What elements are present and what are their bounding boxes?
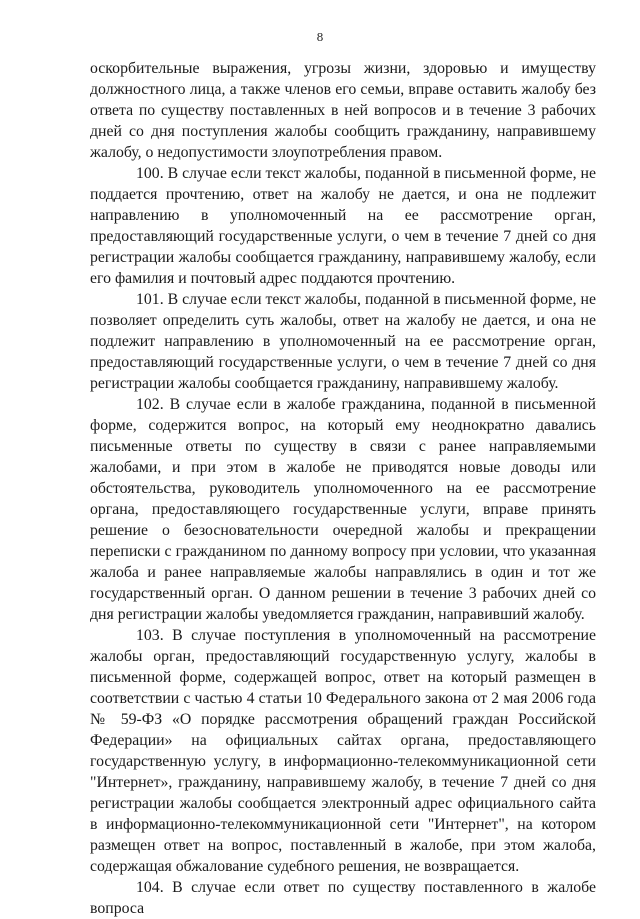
paragraph-100: 100. В случае если текст жалобы, поданной в письменной форме, не поддается прочтению, ответ на жалобу не дается, и она не подлежит направлению в уполномоченный на ее рассмотрение орган, предоставляющий государственные услуги, о чем в течение 7 дней со дня регистрации жалобы сообщается гражданину, направившему жалобу, если его фамилия и почтовый адрес поддаются прочтению.: [90, 165, 597, 287]
paragraph-continuation: оскорбительные выражения, угрозы жизни, здоровью и имуществу должностного лица, а также членов его семьи, вправе оставить жалобу без ответа по существу поставленных в ней вопросов и в течение 3 рабочих дней со дня поступления жалобы сообщить гражданину, направившему жалобу, о недопустимости злоупотребления правом.: [90, 60, 596, 161]
paragraph-104: 104. В случае если ответ по существу поставленного в жалобе вопроса: [90, 879, 596, 917]
paragraph-103: 103. В случае поступления в уполномоченный на рассмотрение жалобы орган, предоставляющий государственную услугу, жалобы в письменной форме, содержащей вопрос, ответ на который размещен в соответствии с частью 4 статьи 10 Федерального закона от 2 мая 2006 года № 59-ФЗ «О порядке рассмотрения обращений граждан Российской Федерации» на официальных сайтах органа, предоставляющего государственную услугу, в информационно-телекоммуникационной сети "Интернет», гражданину, направившему жалобу, в течение 7 дней со дня регистрации жалобы сообщается электронный адрес официального сайта в информационно-телекоммуникационной сети "Интернет", на котором размещен ответ на вопрос, поставленный в жалобе, при этом жалоба, содержащая обжалование судебного решения, не возвращается.: [90, 627, 596, 875]
paragraph-101: 101. В случае если текст жалобы, поданной в письменной форме, не позволяет определить суть жалобы, ответ на жалобу не дается, и она не подлежит направлению в уполномоченный на ее рассмотрение орган, предоставляющий государственные услуги, о чем в течение 7 дней со дня регистрации жалобы сообщается гражданину, направившему жалобу.: [90, 291, 597, 392]
document-body: [90, 58, 596, 919]
paragraph-102: 102. В случае если в жалобе гражданина, поданной в письменной форме, содержится вопрос, на который ему неоднократно давались письменные ответы по существу в связи с ранее направляемыми жалобами, и при этом в жалобе не приводятся новые доводы или обстоятельства, руководитель уполномоченного на ее рассмотрение органа, предоставляющего государственные услуги, вправе принять решение о безосновательности очередной жалобы и прекращении переписки с гражданином по данному вопросу при условии, что указанная жалоба и ранее направляемые жалобы направлялись в один и тот же государственный орган. О данном решении в течение 3 рабочих дней со дня регистрации жалобы уведомляется гражданин, направивший жалобу.: [90, 396, 596, 623]
page-number: 8: [316, 31, 324, 44]
